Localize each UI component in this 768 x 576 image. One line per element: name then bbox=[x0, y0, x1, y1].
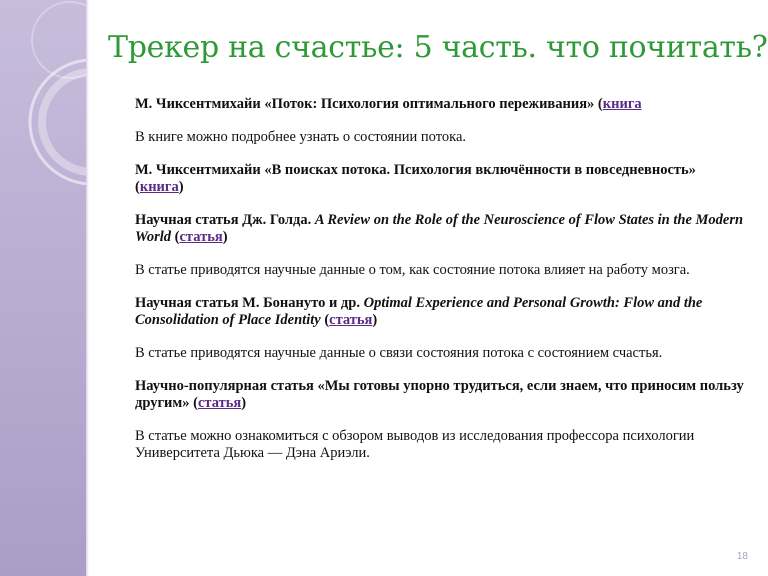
decorative-sidebar bbox=[0, 0, 86, 576]
list-item-description: В статье приводятся научные данные о связи состояния потока с состоянием счастья. bbox=[135, 345, 663, 361]
slide-title: Трекер на счастье: 5 часть. что почитать? bbox=[108, 30, 768, 65]
article-link[interactable]: статья bbox=[329, 312, 373, 328]
closing-paren: ) bbox=[241, 395, 247, 411]
article-title: A Review on the Role of the Neuroscience of Flow States in the Modern World bbox=[135, 212, 744, 245]
open-paren: ( bbox=[320, 312, 330, 328]
list-item-description: В статье приводятся научные данные о том, как состояние потока влияет на работу мозга. bbox=[135, 262, 690, 278]
list-item-4 bbox=[135, 295, 745, 329]
article-author: Научная статья Дж. Голда. bbox=[135, 212, 315, 228]
list-item-description: В книге можно подробнее узнать о состоянии потока. bbox=[135, 129, 467, 145]
decorative-circles bbox=[0, 0, 86, 576]
list-item-description: В статье можно ознакомиться с обзором выводов из исследования профессора психологии Университета Дьюка — Дэна Ариэли. bbox=[135, 428, 695, 461]
book-title: М. Чиксентмихайи «Поток: Психология оптимального переживания» ( bbox=[135, 96, 603, 112]
article-author: Научная статья М. Бонануто и др. bbox=[135, 295, 364, 311]
book-link[interactable]: книга bbox=[139, 179, 179, 195]
article-link[interactable]: статья bbox=[179, 229, 223, 245]
list-item-5 bbox=[135, 378, 745, 412]
list-item-2 bbox=[135, 162, 745, 196]
list-item-3 bbox=[135, 212, 745, 246]
closing-paren: ) bbox=[178, 179, 184, 195]
sidebar-edge bbox=[86, 0, 89, 576]
reading-list bbox=[135, 96, 745, 478]
article-link[interactable]: статья bbox=[197, 395, 242, 411]
open-paren: ( bbox=[171, 229, 180, 245]
closing-paren: ) bbox=[222, 229, 228, 245]
article-title: Научно-популярная статья «Мы готовы упорно трудиться, если знаем, что приносим пользу другим» ( bbox=[135, 378, 744, 411]
book-link[interactable]: книга bbox=[602, 96, 642, 112]
page-number: 18 bbox=[736, 551, 748, 562]
list-item-1 bbox=[135, 96, 745, 113]
article-title: Optimal Experience and Personal Growth: Flow and the Consolidation of Place Identity bbox=[135, 295, 703, 328]
book-title: М. Чиксентмихайи «В поисках потока. Психология включённости в повседневность» ( bbox=[135, 162, 696, 195]
closing-paren: ) bbox=[372, 312, 378, 328]
